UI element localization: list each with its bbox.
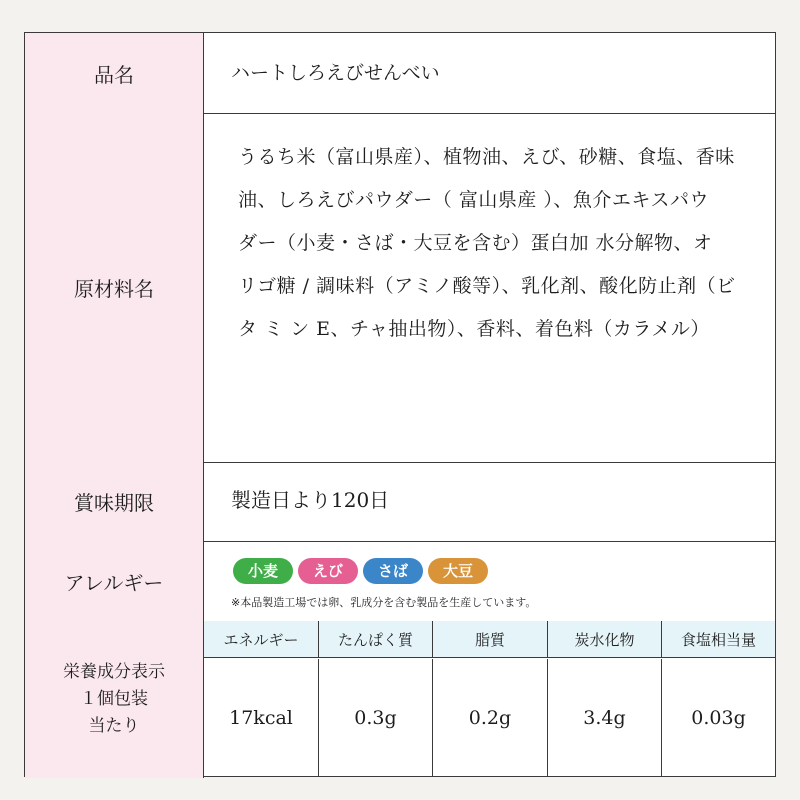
nutrition-header-carbohydrate: 炭水化物 [548, 621, 662, 657]
ingredients-line: 油、しろえびパウダー（ 富山県産 ）、魚介エキスパウ [238, 189, 710, 211]
product-name-value: ハートしろえびせんべい [231, 62, 440, 84]
product-name-label-text: 品名 [94, 62, 134, 87]
ingredients-label-text: 原材料名 [74, 277, 154, 301]
allergen-badge-shrimp: えび [298, 558, 358, 584]
nutrition-header-energy: エネルギー [204, 621, 319, 657]
nutrition-header-salt: 食塩相当量 [662, 621, 775, 657]
ingredients-line: ダー（小麦・さば・大豆を含む）蛋白加 水分解物、オ [238, 232, 713, 254]
allergy-note: ※本品製造工場では卵、乳成分を含む製品を生産しています。 [231, 596, 537, 609]
ingredients-line: タ ミ ン E、チャ抽出物）、香料、着色料（カラメル） [238, 318, 710, 340]
nutrition-header-protein: たんぱく質 [319, 621, 433, 657]
ingredients-label [25, 113, 204, 462]
allergy-label-text: アレルギー [64, 570, 164, 595]
allergen-badge-wheat: 小麦 [233, 558, 293, 584]
ingredients-line: リゴ糖 / 調味料（アミノ酸等）、乳化剤、酸化防止剤（ビ [238, 275, 736, 297]
nutrition-label-line: 栄養成分表示 [63, 662, 165, 682]
allergen-badge-mackerel: さば [363, 558, 423, 584]
allergy-badges [233, 558, 488, 584]
nutrition-value-fat: 0.2g [433, 659, 548, 776]
product-name-label [25, 33, 204, 113]
nutrition-label [25, 621, 204, 778]
nutrition-value-carbohydrate: 3.4g [548, 659, 662, 776]
allergen-badge-soybean: 大豆 [428, 558, 488, 584]
ingredients-value [238, 136, 770, 351]
nutrition-label-line: １個包装 [80, 689, 148, 709]
nutrition-table [204, 621, 775, 776]
nutrition-value-protein: 0.3g [319, 659, 433, 776]
expiry-label-text: 賞味期限 [74, 491, 154, 515]
ingredients-line: うるち米（富山県産）、植物油、えび、砂糖、食塩、香味 [238, 146, 735, 168]
allergy-label [25, 541, 204, 621]
nutrition-label-line: 当たり [88, 716, 140, 736]
divider [204, 657, 775, 658]
expiry-label [25, 462, 204, 541]
nutrition-value-energy: 17kcal [204, 659, 319, 776]
expiry-value: 製造日より120日 [231, 488, 390, 512]
nutrition-value-salt: 0.03g [691, 706, 746, 729]
nutrition-header-fat: 脂質 [433, 621, 548, 657]
